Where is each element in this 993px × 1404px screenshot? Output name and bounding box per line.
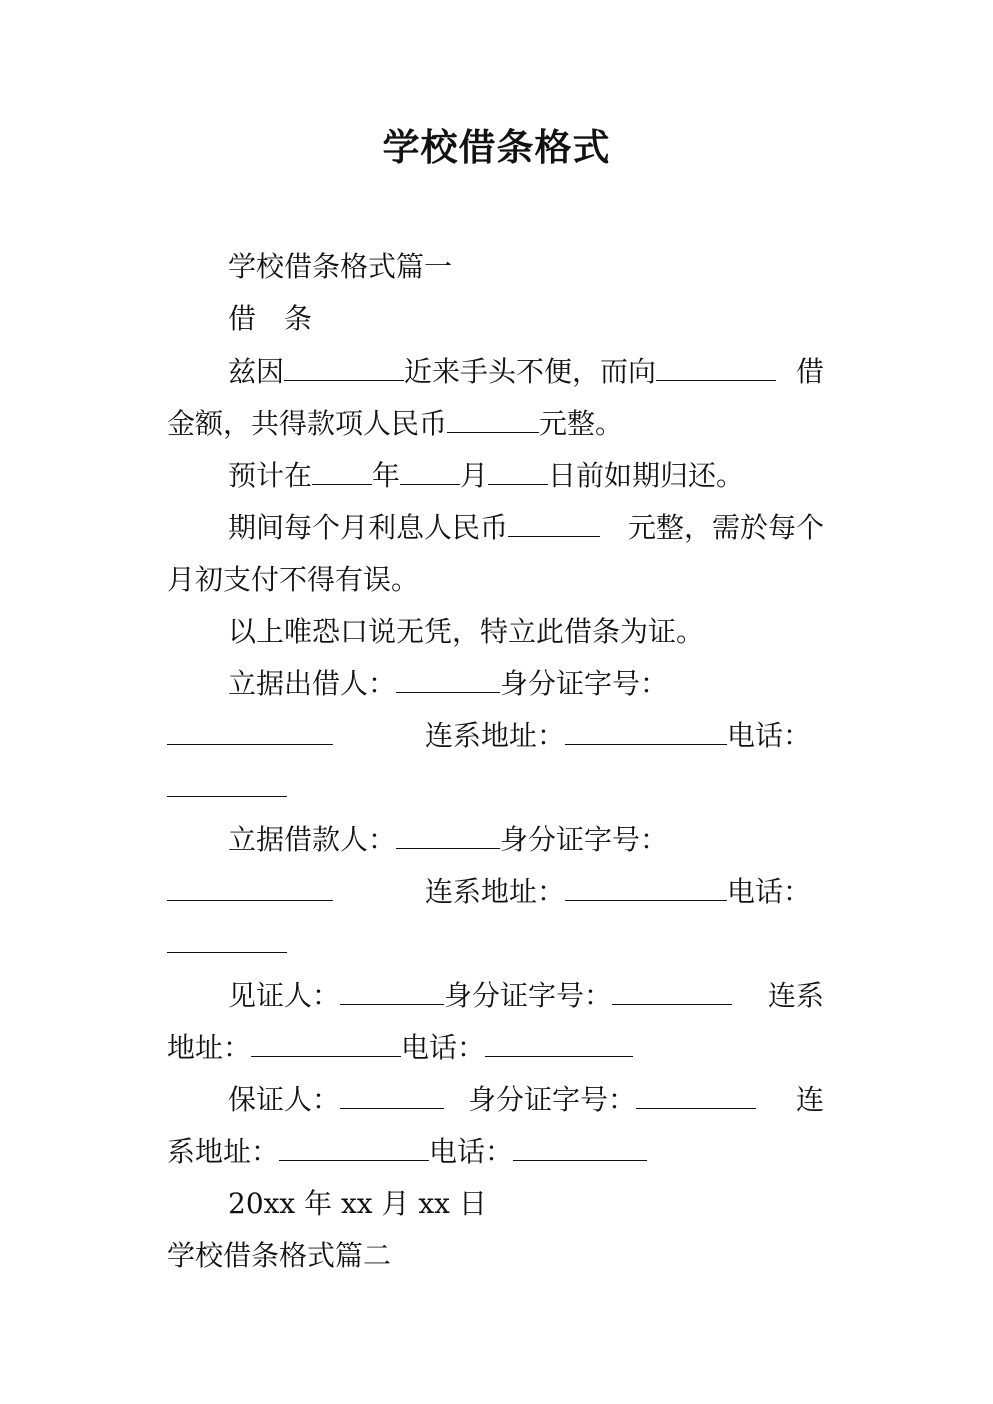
blank-field-amount: [447, 404, 539, 433]
phone-label: 电话：: [429, 1135, 514, 1168]
address-label: 连系地址：: [425, 719, 566, 752]
blank-field-witness-id: [612, 976, 732, 1005]
paragraph-interest-line2: 月初支付不得有误。: [167, 563, 420, 596]
text-segment: 年: [372, 459, 401, 492]
borrower-line3: [167, 924, 287, 964]
text-segment: 预计在: [228, 459, 313, 492]
text-segment: 借: [795, 355, 824, 388]
guarantor-line1: [228, 1080, 824, 1120]
section-heading-2: 学校借条格式篇二: [167, 1239, 392, 1272]
text-segment: 期间每个月利息人民币: [228, 511, 509, 544]
blank-field-guarantor-id: [636, 1080, 756, 1109]
address-label: 连系地址：: [425, 875, 566, 908]
lender-line2: [167, 716, 811, 756]
lender-label: 立据出借人：: [228, 667, 397, 700]
text-segment: 金额，共得款项人民币: [167, 407, 448, 440]
paragraph-reason-line1: [228, 352, 824, 392]
paragraph-interest-line1: [228, 508, 824, 548]
blank-field-borrower-id: [167, 872, 333, 901]
borrower-label: 立据借款人：: [228, 823, 397, 856]
blank-field-day: [488, 456, 548, 485]
text-segment: 兹因: [228, 355, 285, 388]
borrower-line2: [167, 872, 811, 912]
phone-label: 电话：: [727, 719, 812, 752]
blank-field-borrower-signature: [396, 820, 500, 849]
witness-line2: [167, 1028, 633, 1068]
lender-line3: [167, 768, 287, 808]
phone-label: 电话：: [401, 1031, 486, 1064]
blank-field-witness-name: [340, 976, 444, 1005]
id-number-label: 身分证字号：: [500, 823, 669, 856]
text-segment: 连: [795, 1083, 824, 1116]
blank-field-lender-name: [656, 352, 776, 381]
guarantor-label: 保证人：: [228, 1083, 341, 1116]
blank-field-witness-address: [251, 1028, 401, 1057]
section-heading-1: 学校借条格式篇一: [228, 250, 453, 283]
blank-field-year: [312, 456, 372, 485]
witness-label: 见证人：: [228, 979, 341, 1012]
sub-heading-iou: 借 条: [228, 302, 313, 335]
lender-line1: [228, 664, 668, 704]
text-segment: 近来手头不便，而向: [404, 355, 657, 388]
blank-field-lender-signature: [396, 664, 500, 693]
address-label: 系地址：: [167, 1135, 280, 1168]
paragraph-due-date: [228, 456, 744, 496]
blank-field-borrower-address: [565, 872, 727, 901]
text-segment: 日前如期归还。: [548, 459, 745, 492]
phone-label: 电话：: [727, 875, 812, 908]
paragraph-statement: 以上唯恐口说无凭，特立此借条为证。: [228, 615, 705, 648]
date-line: 20xx 年 xx 月 xx 日: [228, 1187, 487, 1220]
blank-field-reason: [284, 352, 404, 381]
witness-line1: [228, 976, 824, 1016]
blank-field-interest: [508, 508, 600, 537]
guarantor-line2: [167, 1132, 647, 1172]
blank-field-guarantor-phone: [513, 1132, 647, 1161]
text-segment: 元整，需於每个: [627, 511, 824, 544]
id-number-label: 身分证字号：: [444, 979, 613, 1012]
blank-field-lender-id: [167, 716, 333, 745]
address-label: 地址：: [167, 1031, 252, 1064]
blank-field-guarantor-name: [340, 1080, 444, 1109]
borrower-line1: [228, 820, 668, 860]
blank-field-month: [400, 456, 460, 485]
blank-field-borrower-phone: [167, 924, 287, 953]
paragraph-reason-line2: [167, 404, 623, 444]
id-number-label: 身分证字号：: [500, 667, 669, 700]
document-title: 学校借条格式: [382, 126, 611, 169]
text-segment: 月: [460, 459, 489, 492]
text-segment: 元整。: [539, 407, 624, 440]
text-segment: 连系: [767, 979, 824, 1012]
blank-field-witness-phone: [485, 1028, 633, 1057]
blank-field-guarantor-address: [279, 1132, 429, 1161]
blank-field-lender-phone: [167, 768, 287, 797]
blank-field-lender-address: [565, 716, 727, 745]
id-number-label: 身分证字号：: [468, 1083, 637, 1116]
